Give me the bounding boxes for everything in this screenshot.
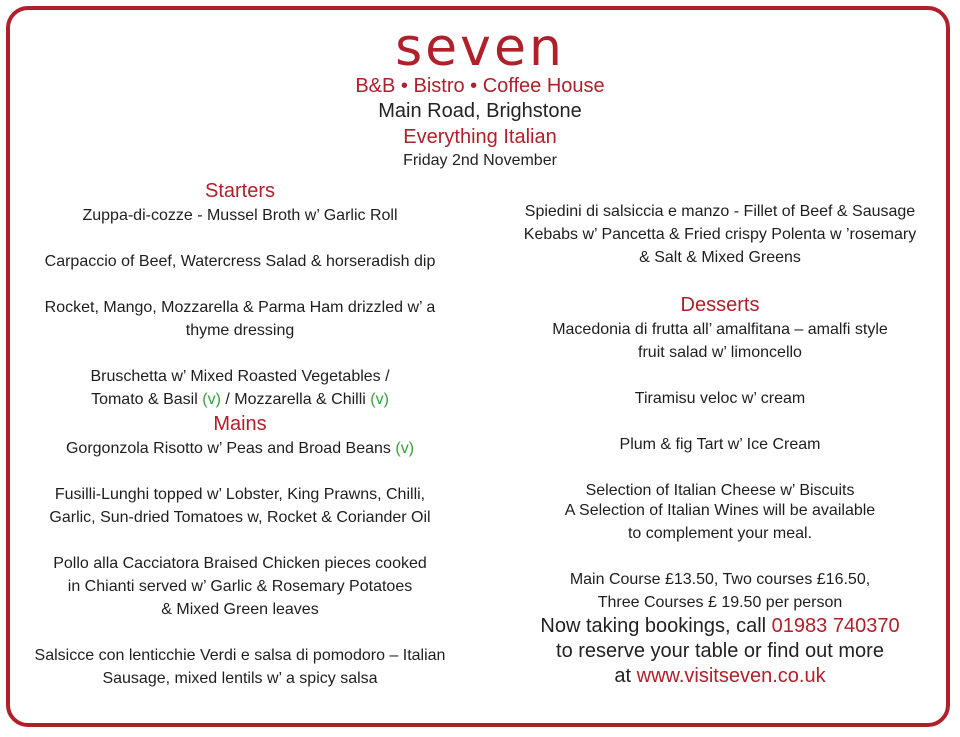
item-text: Pollo alla Cacciatora Braised Chicken pieces cooked	[53, 555, 427, 572]
menu-item	[20, 552, 460, 621]
item-text: Kebabs w’ Pancetta & Fried crispy Polenta w ’rosemary	[523, 226, 917, 243]
item-text: Garlic, Sun-dried Tomatoes w, Rocket & Coriander Oil	[49, 509, 431, 526]
desserts-heading: Desserts	[680, 294, 760, 316]
brand-logo: seven	[395, 18, 565, 78]
menu-theme: Everything Italian	[403, 126, 557, 148]
price-text: Three Courses £ 19.50 per person	[597, 594, 843, 611]
phone-number[interactable]: 01983 740370	[771, 615, 900, 637]
menu-item	[500, 318, 940, 364]
vegetarian-badge: (v)	[370, 391, 389, 408]
brand-address: Main Road, Brighstone	[378, 100, 582, 122]
menu-item	[20, 250, 460, 273]
starters-heading: Starters	[204, 180, 276, 202]
item-text: Carpaccio of Beef, Watercress Salad & horseradish dip	[44, 253, 436, 270]
vegetarian-badge: (v)	[395, 440, 415, 457]
pricing-info	[500, 568, 940, 614]
item-text: Macedonia di frutta all’ amalfitana – amalfi style	[552, 321, 888, 338]
menu-item	[20, 644, 460, 690]
booking-text: Now taking bookings, call	[540, 615, 767, 637]
menu-item	[20, 437, 460, 460]
vegetarian-badge: (v)	[202, 391, 221, 408]
item-text: Zuppa-di-cozze - Mussel Broth w’ Garlic Roll	[82, 207, 398, 224]
menu-item	[20, 204, 460, 227]
item-text: thyme dressing	[185, 322, 295, 339]
menu-header	[0, 18, 960, 172]
right-column	[500, 200, 940, 689]
item-text: / Mozzarella & Chilli	[225, 391, 366, 408]
booking-info	[500, 614, 940, 689]
item-text: A Selection of Italian Wines will be available	[564, 502, 876, 519]
item-text: & Mixed Green leaves	[161, 601, 319, 618]
menu-item	[20, 296, 460, 342]
menu-item	[500, 200, 940, 269]
menu-item	[500, 387, 940, 410]
item-text: Rocket, Mango, Mozzarella & Parma Ham drizzled w’ a	[44, 299, 436, 316]
menu-item	[20, 365, 460, 411]
price-text: Main Course £13.50, Two courses £16.50,	[569, 571, 871, 588]
booking-text: to reserve your table or find out more	[556, 640, 884, 662]
website-link[interactable]: www.visitseven.co.uk	[636, 665, 826, 687]
item-text: Fusilli-Lunghi topped w’ Lobster, King Prawns, Chilli,	[54, 486, 426, 503]
mains-heading: Mains	[213, 413, 267, 435]
item-text: Plum & fig Tart w’ Ice Cream	[619, 436, 821, 453]
wine-note	[500, 499, 940, 545]
mains-list	[20, 437, 460, 690]
booking-text: at	[614, 665, 632, 687]
left-column	[20, 178, 460, 690]
starters-list	[20, 204, 460, 411]
item-text: Tomato & Basil	[91, 391, 198, 408]
item-text: Gorgonzola Risotto w’ Peas and Broad Beans	[65, 440, 391, 457]
item-text: & Salt & Mixed Greens	[639, 249, 801, 266]
item-text: Tiramisu veloc w’ cream	[634, 390, 806, 407]
desserts-list	[500, 318, 940, 502]
menu-item	[500, 433, 940, 456]
item-text: Selection of Italian Cheese w’ Biscuits	[585, 482, 855, 499]
item-text: in Chianti served w’ Garlic & Rosemary Potatoes	[67, 578, 413, 595]
item-text: Spiedini di salsiccia e manzo - Fillet of Beef & Sausage	[524, 203, 916, 220]
item-text: fruit salad w’ limoncello	[638, 344, 802, 361]
item-text: Sausage, mixed lentils w’ a spicy salsa	[102, 670, 378, 687]
menu-date: Friday 2nd November	[403, 152, 557, 169]
menu-item	[20, 483, 460, 529]
item-text: Bruschetta w’ Mixed Roasted Vegetables /	[90, 368, 390, 385]
item-text: Salsicce con lenticchie Verdi e salsa di pomodoro – Italian	[34, 647, 446, 664]
item-text: to complement your meal.	[627, 525, 813, 542]
brand-tagline: B&B • Bistro • Coffee House	[355, 75, 605, 97]
